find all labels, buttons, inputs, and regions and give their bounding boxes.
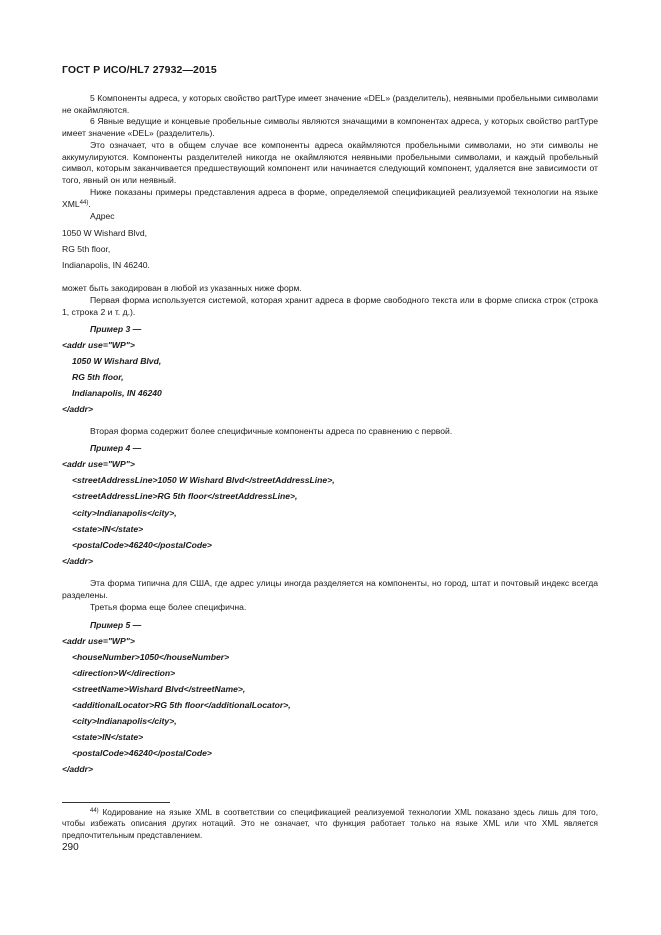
example-3-title: Пример 3 — xyxy=(90,324,142,334)
code-line: <postalCode>46240</postalCode> xyxy=(72,540,212,550)
code-line: Indianapolis, IN 46240 xyxy=(72,388,162,398)
paragraph-second-form: Вторая форма содержит более специфичные компоненты адреса по сравнению с первой. xyxy=(90,426,453,436)
code-line: </addr> xyxy=(62,404,94,414)
paragraph-note-5: 5 Компоненты адреса, у которых свойство partType имеет значение «DEL» (разделитель), неявными пробельными символами не окаймляются. xyxy=(62,93,598,115)
code-line: RG 5th floor, xyxy=(72,372,124,382)
example-5-title: Пример 5 — xyxy=(90,620,142,630)
code-line: 1050 W Wishard Blvd, xyxy=(72,356,162,366)
code-line: <houseNumber>1050</houseNumber> xyxy=(72,652,230,662)
page-number: 290 xyxy=(62,842,79,853)
code-line: <streetName>Wishard Blvd</streetName>, xyxy=(72,684,246,694)
code-line: <addr use="WP"> xyxy=(62,459,135,469)
paragraph-examples-intro-end: . xyxy=(88,198,91,209)
code-line: <addr use="WP"> xyxy=(62,636,135,646)
footnote-mark: 44) xyxy=(90,808,99,814)
address-line: 1050 W Wishard Blvd, xyxy=(62,228,148,238)
footnote-reference: 44) xyxy=(79,199,89,206)
code-line: <state>IN</state> xyxy=(72,732,144,742)
paragraph-third-form: Третья форма еще более специфична. xyxy=(90,602,247,612)
code-line: <streetAddressLine>1050 W Wishard Blvd</streetAddressLine>, xyxy=(72,475,335,485)
code-line: <city>Indianapolis</city>, xyxy=(72,716,177,726)
code-line: <addr use="WP"> xyxy=(62,340,135,350)
code-line: </addr> xyxy=(62,764,94,774)
paragraph-explanation: Это означает, что в общем случае все компоненты адреса окаймляются пробельными символами, но эти символы не аккумулируются. Компоненты разделителей никогда не окаймляются неявными пробельными символами, и каждый пробельный символ, которым заканчивается предшествующий компонент или начинается следующий компонент, удаляется вне зависимости от того, явный он или неявный. xyxy=(62,140,598,185)
code-line: <streetAddressLine>RG 5th floor</streetAddressLine>, xyxy=(72,491,298,501)
address-label: Адрес xyxy=(90,211,115,221)
paragraph-us-form: Эта форма типична для США, где адрес улицы иногда разделяется на компоненты, но город, штат и почтовый индекс всегда разделены. xyxy=(62,578,598,600)
code-line: <state>IN</state> xyxy=(72,524,144,534)
code-line: </addr> xyxy=(62,556,94,566)
footnote-text: Кодирование на языке XML в соответствии со спецификацией реализуемой технологии XML показано здесь лишь для того, чтобы избежать описания других нотаций. Это не означает, что функция работает только на языке XML или что XML является предпочтительным представлением. xyxy=(62,808,598,840)
code-line: <additionalLocator>RG 5th floor</additionalLocator>, xyxy=(72,700,291,710)
address-line: Indianapolis, IN 46240. xyxy=(62,260,150,270)
paragraph-forms: может быть закодирован в любой из указанных ниже форм. xyxy=(62,283,302,293)
paragraph-note-6: 6 Явные ведущие и концевые пробельные символы являются значащими в компонентах адреса, у которых свойство partType имеет значение «DEL» (разделитель). xyxy=(62,116,598,138)
example-4-title: Пример 4 — xyxy=(90,443,142,453)
code-line: <postalCode>46240</postalCode> xyxy=(72,748,212,758)
paragraph-first-form: Первая форма используется системой, которая хранит адреса в форме свободного текста или в форме списка строк (строка 1, строка 2 и т. д.). xyxy=(62,295,598,317)
paragraph-examples-intro xyxy=(62,187,598,210)
paragraph-examples-intro-text: Ниже показаны примеры представления адреса в форме, определяемой спецификацией реализуемой технологии на языке XML xyxy=(62,187,598,209)
address-line: RG 5th floor, xyxy=(62,244,111,254)
footnote-divider xyxy=(62,802,170,803)
code-line: <direction>W</direction> xyxy=(72,668,176,678)
document-header: ГОСТ Р ИСО/HL7 27932—2015 xyxy=(62,64,217,76)
code-line: <city>Indianapolis</city>, xyxy=(72,508,177,518)
footnote xyxy=(62,806,598,841)
